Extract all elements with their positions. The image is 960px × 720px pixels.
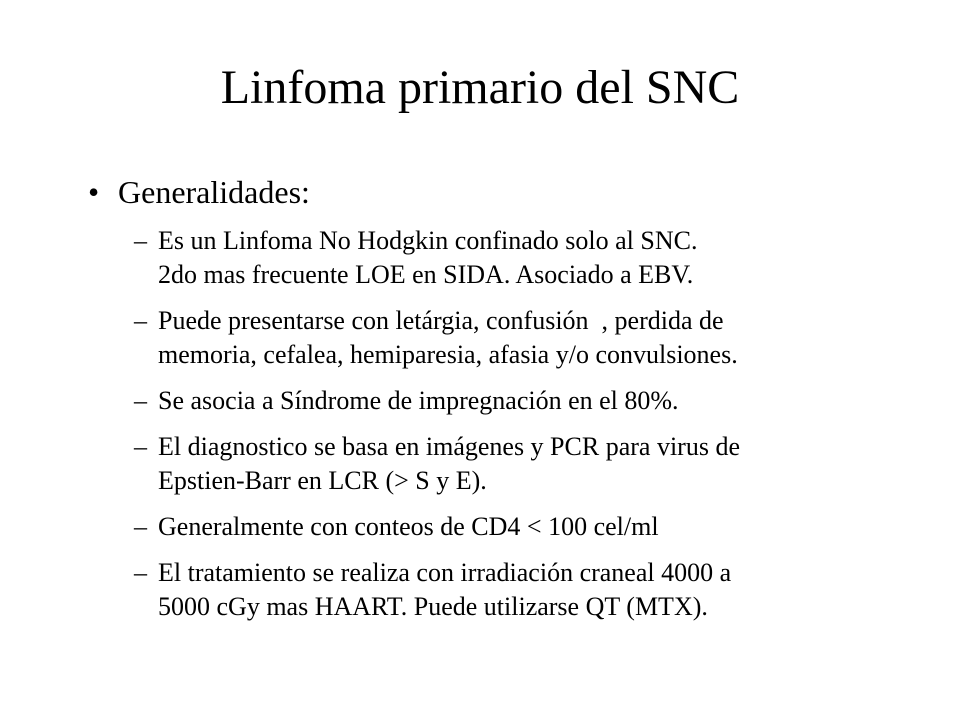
bullet-heading: Generalidades:	[118, 174, 310, 210]
sub-bullet-line: memoria, cefalea, hemiparesia, afasia y/o convulsiones.	[158, 340, 738, 369]
dash-marker: –	[134, 512, 147, 541]
sub-bullet-item	[134, 430, 914, 498]
sub-bullet-text	[158, 556, 914, 624]
sub-bullet-line: El diagnostico se basa en imágenes y PCR para virus de	[158, 432, 740, 461]
sub-bullet-item	[134, 304, 914, 372]
bullet-generalidades	[88, 172, 908, 212]
sub-bullet-line: 2do mas frecuente LOE en SIDA. Asociado a EBV.	[158, 260, 694, 289]
sub-bullet-list	[134, 224, 914, 636]
slide-title: Linfoma primario del SNC	[220, 61, 740, 114]
dash-marker: –	[134, 558, 147, 587]
sub-bullet-line: Epstien-Barr en LCR (> S y E).	[158, 466, 487, 495]
dash-marker: –	[134, 226, 147, 255]
sub-bullet-item	[134, 510, 914, 544]
sub-bullet-text	[158, 510, 914, 544]
sub-bullet-line: Puede presentarse con letárgia, confusión , perdida de	[158, 306, 724, 335]
bullet-marker: •	[88, 174, 100, 210]
dash-marker: –	[134, 306, 147, 335]
sub-bullet-line: El tratamiento se realiza con irradiación craneal 4000 a	[158, 558, 732, 587]
sub-bullet-line: 5000 cGy mas HAART. Puede utilizarse QT (MTX).	[158, 592, 708, 621]
sub-bullet-item	[134, 384, 914, 418]
sub-bullet-line: Se asocia a Síndrome de impregnación en el 80%.	[158, 386, 679, 415]
sub-bullet-item	[134, 224, 914, 292]
sub-bullet-text	[158, 224, 914, 292]
sub-bullet-text	[158, 384, 914, 418]
dash-marker: –	[134, 386, 147, 415]
sub-bullet-text	[158, 304, 914, 372]
dash-marker: –	[134, 432, 147, 461]
sub-bullet-line: Es un Linfoma No Hodgkin confinado solo al SNC.	[158, 226, 698, 255]
sub-bullet-line: Generalmente con conteos de CD4 < 100 cel/ml	[158, 512, 659, 541]
sub-bullet-item	[134, 556, 914, 624]
sub-bullet-text	[158, 430, 914, 498]
